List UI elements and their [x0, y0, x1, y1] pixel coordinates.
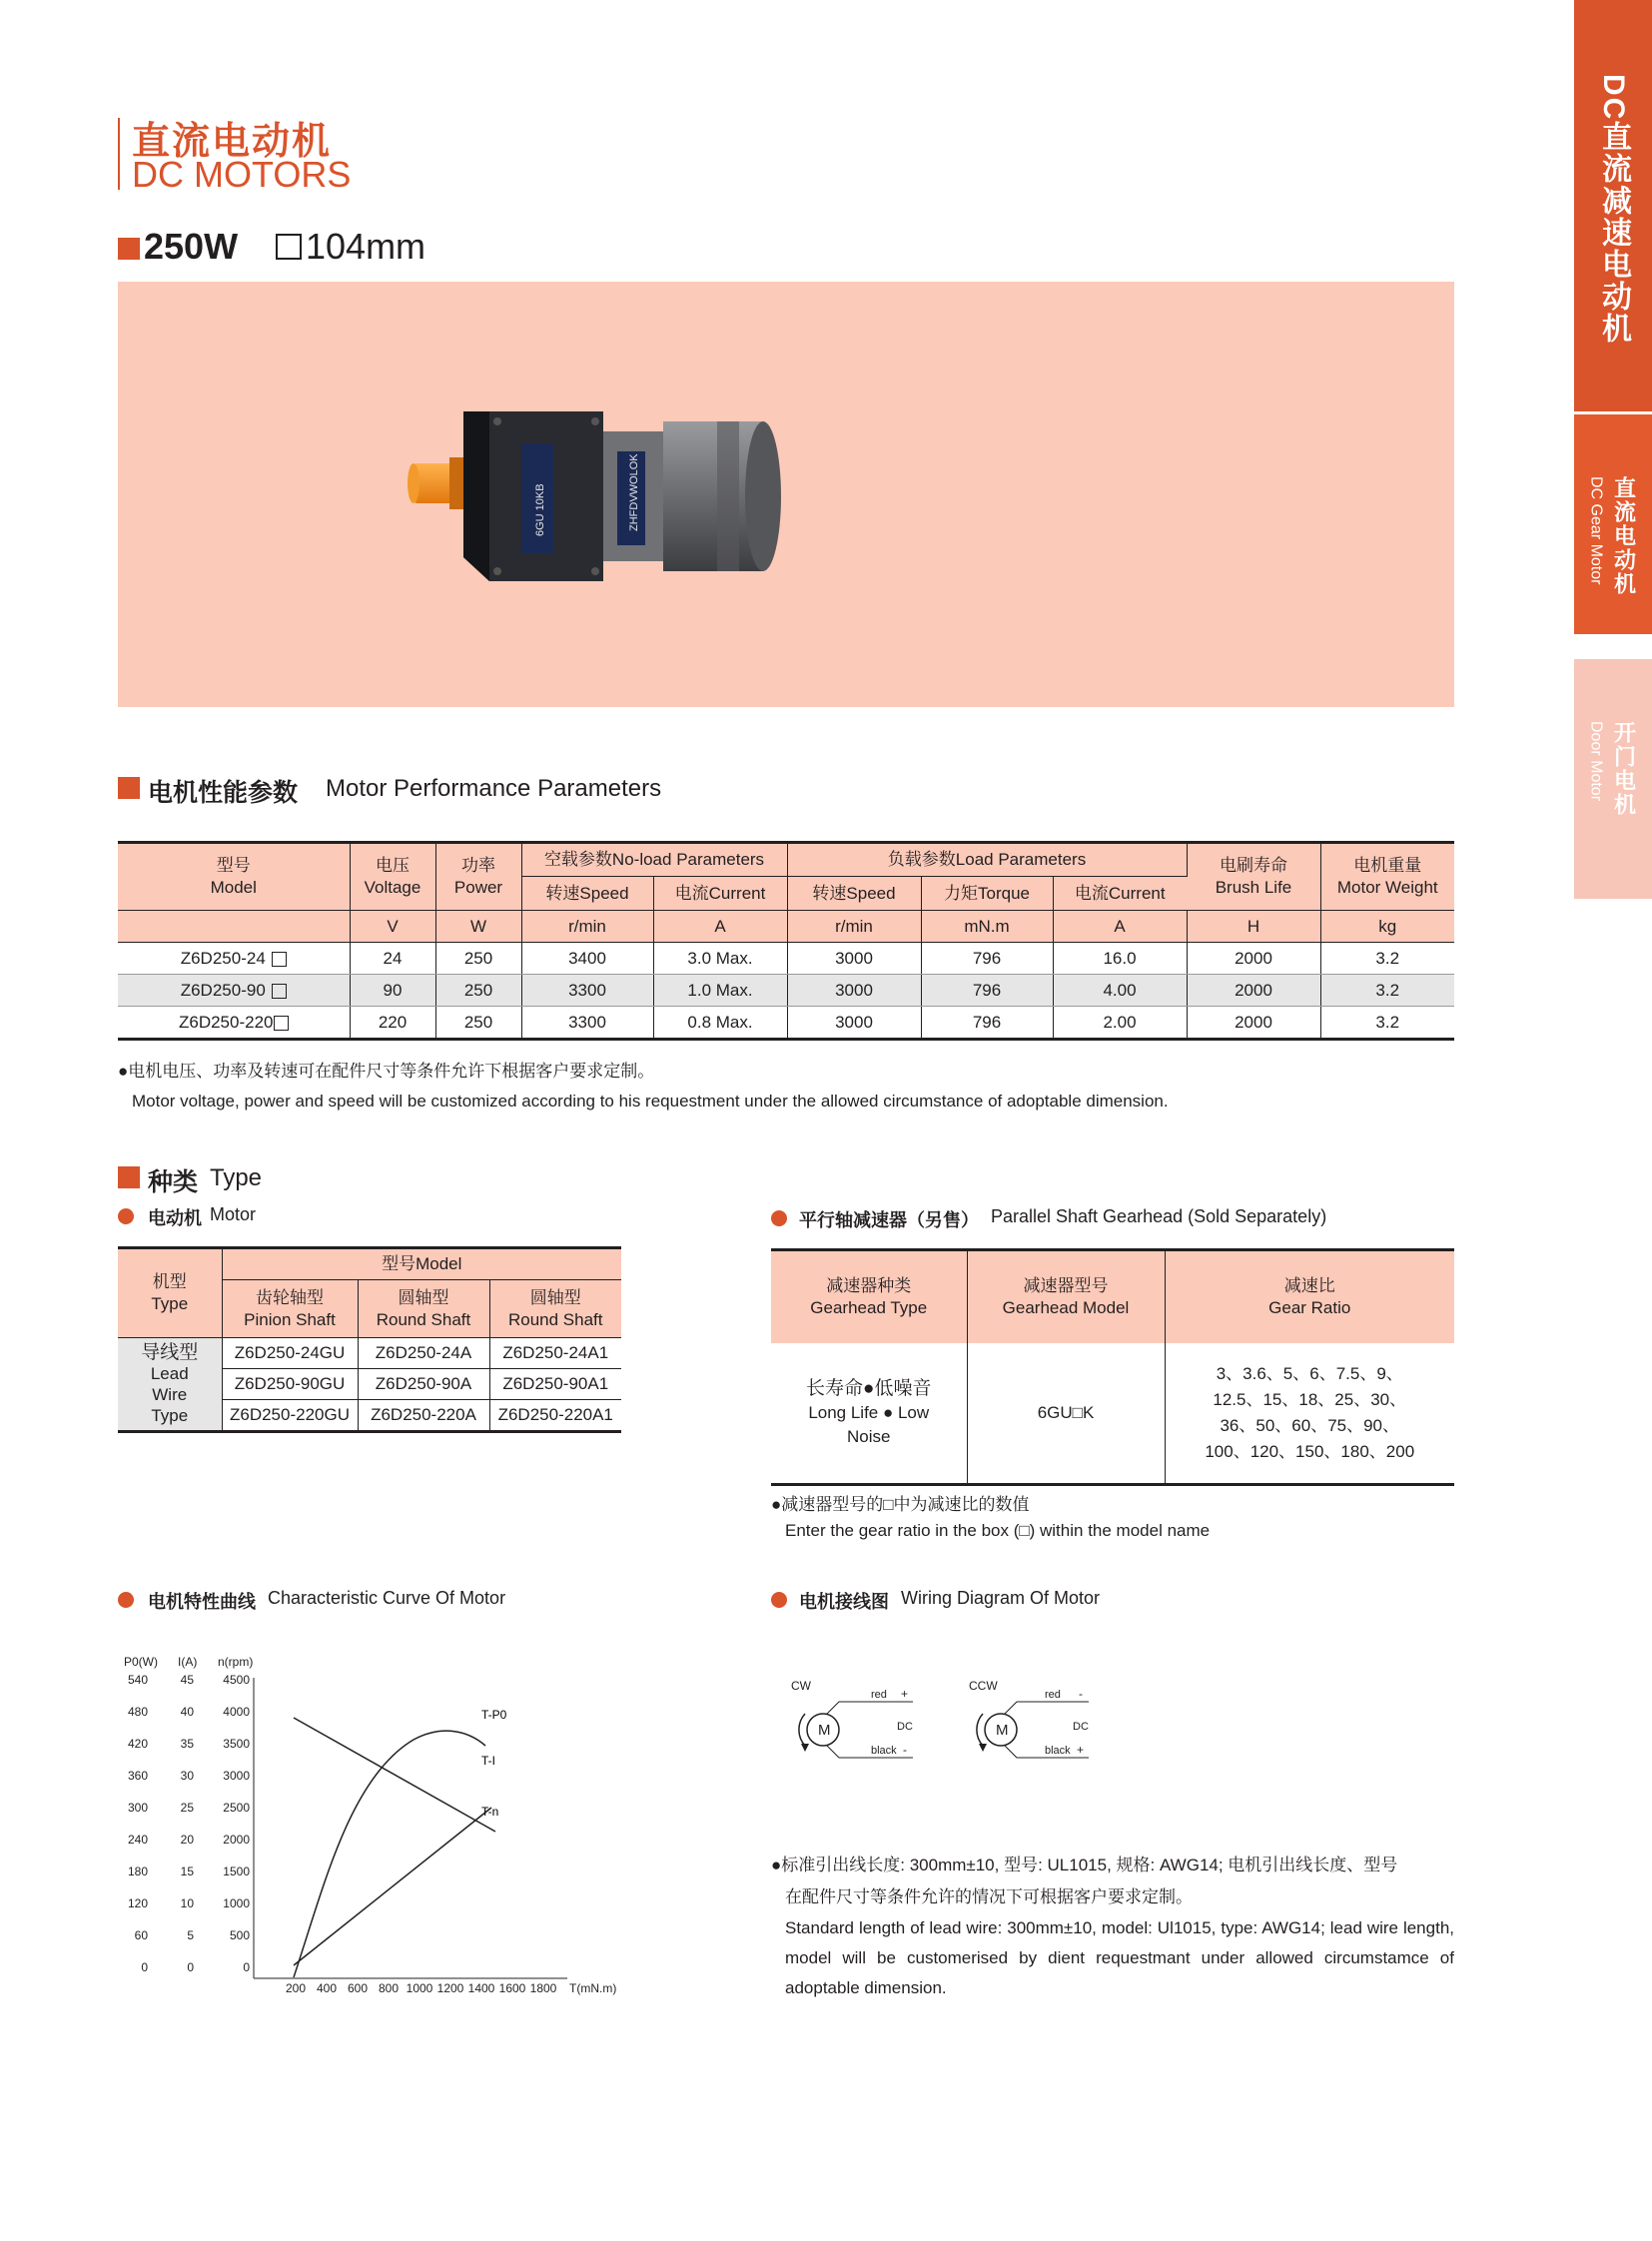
- col-load: 负载参数Load Parameters: [787, 843, 1187, 877]
- perf-title-cn: 电机性能参数: [148, 779, 299, 807]
- col-nl-current: 电流Current: [653, 877, 787, 911]
- side-tab-dc-gear-motor[interactable]: [1574, 0, 1652, 411]
- unit-cell: r/min: [521, 911, 653, 943]
- ccw-label: CCW: [969, 1679, 998, 1693]
- tick-label: 300: [127, 1801, 148, 1815]
- curve-t-p0: [294, 1731, 485, 1977]
- model-cell: [118, 975, 350, 1007]
- model-cell: Z6D250-90A: [358, 1369, 489, 1400]
- tick-label: 4000: [223, 1705, 250, 1719]
- gearhead-note-en: Enter the gear ratio in the box (□) within the model name: [785, 1521, 1211, 1540]
- model-name: Z6D250-220: [178, 1012, 274, 1032]
- tick-label: 1000: [223, 1896, 250, 1910]
- side-tab-door-motor[interactable]: [1574, 659, 1652, 899]
- side-tab-label: DC直流减速电动机: [1597, 74, 1630, 346]
- motor-subtitle-en: Motor: [210, 1204, 257, 1224]
- nl-speed-cell: 3400: [521, 943, 653, 975]
- header-label: Model: [210, 878, 257, 897]
- axis-n-label: n(rpm): [218, 1655, 254, 1669]
- side-tab-dc-motor[interactable]: [1574, 414, 1652, 634]
- perf-note-en: Motor voltage, power and speed will be customized according to his requestment under the allowed circumstance of adoptable dimension.: [132, 1092, 1169, 1111]
- gearhead-title-en: Parallel Shaft Gearhead (Sold Separately): [991, 1206, 1327, 1226]
- axis-i-label: I(A): [178, 1655, 198, 1669]
- model-cell: Z6D250-24A: [358, 1338, 489, 1369]
- side-tab-label-en: DC Gear Motor: [1587, 476, 1605, 585]
- l-current-cell: 4.00: [1053, 975, 1187, 1007]
- perf-note-cn: ●电机电压、功率及转速可在配件尺寸等条件允许下根据客户要求定制。: [118, 1062, 655, 1081]
- tick-label: 1800: [529, 1981, 557, 1995]
- page-title-en: DC MOTORS: [132, 154, 352, 195]
- gear-type-en: Long Life ● Low: [808, 1403, 930, 1422]
- black-label: black: [871, 1745, 897, 1757]
- axis-p-label: P0(W): [124, 1655, 158, 1669]
- tick-label: 3500: [223, 1737, 250, 1751]
- tick-label: 4500: [223, 1673, 250, 1687]
- header-label: Type: [151, 1294, 189, 1313]
- wiring-title-en: Wiring Diagram Of Motor: [901, 1588, 1101, 1608]
- col-model: 型号Model: [222, 1248, 621, 1280]
- life-cell: 2000: [1187, 975, 1320, 1007]
- tick-label: 2000: [223, 1833, 250, 1847]
- arrow-head-icon: [979, 1744, 987, 1752]
- tick-label: 1500: [223, 1865, 250, 1878]
- spec-marker: [118, 238, 140, 260]
- col-noload: 空载参数No-load Parameters: [521, 843, 787, 877]
- weight-cell: 3.2: [1320, 1007, 1454, 1040]
- tick-label: 0: [243, 1960, 250, 1974]
- curve-title-cn: 电机特性曲线: [148, 1592, 256, 1612]
- voltage-cell: 220: [350, 1007, 435, 1040]
- header-label: 圆轴型: [529, 1287, 581, 1307]
- l-speed-cell: 3000: [787, 943, 921, 975]
- lead-label: Lead: [150, 1364, 189, 1383]
- tick-label: 1600: [498, 1981, 526, 1995]
- l-speed-cell: 3000: [787, 975, 921, 1007]
- nl-current-cell: 1.0 Max.: [653, 975, 787, 1007]
- curve-label-ti: T-I: [481, 1754, 495, 1768]
- power-cell: 250: [435, 943, 521, 975]
- lead-type-cell: [118, 1338, 222, 1432]
- lead-label: 导线型: [141, 1342, 199, 1363]
- col-l-speed: 转速Speed: [787, 877, 921, 911]
- col-type: [118, 1248, 222, 1338]
- table-row: [118, 943, 1454, 975]
- type-title-en: Type: [210, 1164, 263, 1191]
- unit-cell: V: [350, 911, 435, 943]
- arrow-head-icon: [801, 1744, 809, 1752]
- tick-label: 360: [127, 1769, 148, 1783]
- tick-label: 1000: [406, 1981, 433, 1995]
- model-cell: Z6D250-90A1: [489, 1369, 621, 1400]
- col-brush-life: [1187, 843, 1320, 911]
- model-cell: [118, 1007, 350, 1040]
- gearhead-title-cn: 平行轴减速器（另售）: [799, 1210, 979, 1230]
- nl-current-cell: 3.0 Max.: [653, 943, 787, 975]
- performance-table: [118, 841, 1454, 1041]
- header-label: 减速器种类: [826, 1276, 912, 1295]
- product-photo-panel: [118, 282, 1454, 707]
- header-label: Brush Life: [1215, 878, 1292, 897]
- minus-sign: -: [1079, 1687, 1083, 1701]
- unit-cell: H: [1187, 911, 1320, 943]
- col-weight: [1320, 843, 1454, 911]
- weight-cell: 3.2: [1320, 943, 1454, 975]
- motor-subtitle-cn: 电动机: [148, 1208, 202, 1228]
- tick-label: 0: [141, 1960, 148, 1974]
- unit-cell: r/min: [787, 911, 921, 943]
- header-label: Round Shaft: [376, 1309, 471, 1329]
- model-cell: Z6D250-220A1: [489, 1400, 621, 1432]
- tick-label: 120: [127, 1896, 148, 1910]
- tick-label: 3000: [223, 1769, 250, 1783]
- section-marker: [118, 777, 140, 799]
- header-label: Gear Ratio: [1268, 1298, 1351, 1317]
- nl-speed-cell: 3300: [521, 1007, 653, 1040]
- model-cell: Z6D250-90GU: [222, 1369, 358, 1400]
- table-row: [118, 1338, 621, 1369]
- header-label: 机型: [152, 1272, 187, 1291]
- col-model: [118, 843, 350, 911]
- header-label: 型号: [216, 856, 251, 875]
- red-label: red: [871, 1689, 887, 1701]
- header-label: Gearhead Model: [1002, 1298, 1130, 1317]
- perf-title-en: Motor Performance Parameters: [326, 775, 662, 802]
- header-label: 电机重量: [1353, 856, 1422, 875]
- unit-cell: W: [435, 911, 521, 943]
- motor-m-label: M: [818, 1722, 831, 1739]
- tick-label: 1200: [436, 1981, 464, 1995]
- side-tab-label-en: Door Motor: [1587, 721, 1605, 802]
- tick-label: 420: [127, 1737, 148, 1751]
- tick-label: 10: [180, 1896, 194, 1910]
- header-label: Power: [453, 878, 503, 897]
- tick-label: 200: [285, 1981, 307, 1995]
- header-label: 齿轮轴型: [256, 1287, 324, 1307]
- option-box-icon: [272, 984, 287, 999]
- page-title-cn: 直流电动机: [132, 121, 333, 163]
- model-cell: Z6D250-24GU: [222, 1338, 358, 1369]
- model-cell: [118, 943, 350, 975]
- wiring-note-cn1: ●标准引出线长度: 300mm±10, 型号: UL1015, 规格: AWG14; 电机引出线长度、型号: [771, 1856, 1398, 1874]
- col-torque: 力矩Torque: [921, 877, 1053, 911]
- unit-cell: kg: [1320, 911, 1454, 943]
- curve-t-n: [294, 1718, 495, 1832]
- tick-label: 20: [180, 1833, 194, 1847]
- table-row: [771, 1343, 1454, 1485]
- type-title-cn: 种类: [148, 1168, 199, 1196]
- life-cell: 2000: [1187, 1007, 1320, 1040]
- motor-m-label: M: [996, 1722, 1009, 1739]
- gearbox-label: 6GU 10KB: [534, 483, 546, 536]
- motor-label: ZHFDVWOLOK: [628, 453, 640, 531]
- tick-label: 500: [229, 1928, 250, 1942]
- tick-label: 240: [127, 1833, 148, 1847]
- square-flange-icon: [276, 234, 302, 260]
- black-label: black: [1045, 1745, 1071, 1757]
- section-marker: [118, 1166, 140, 1188]
- header-label: 减速比: [1283, 1276, 1335, 1295]
- nl-current-cell: 0.8 Max.: [653, 1007, 787, 1040]
- ratio-line: 36、50、60、75、90、: [1220, 1416, 1400, 1435]
- col-l-current: 电流Current: [1053, 877, 1187, 911]
- header-label: Round Shaft: [507, 1309, 603, 1329]
- gear-model-cell: 6GU□K: [967, 1343, 1165, 1485]
- plus-sign: +: [901, 1687, 909, 1701]
- bullet-icon: [118, 1592, 134, 1608]
- option-box-icon: [272, 952, 287, 967]
- weight-cell: 3.2: [1320, 975, 1454, 1007]
- col-round2: [489, 1280, 621, 1338]
- col-gear-ratio: [1165, 1250, 1454, 1344]
- gearhead-note-cn: ●减速器型号的□中为减速比的数值: [771, 1495, 1030, 1514]
- ratio-line: 12.5、15、18、25、30、: [1213, 1390, 1407, 1409]
- header-label: 减速器型号: [1023, 1276, 1109, 1295]
- gear-type-en: Noise: [847, 1427, 891, 1446]
- l-current-cell: 16.0: [1053, 943, 1187, 975]
- red-label: red: [1045, 1689, 1061, 1701]
- tick-label: 45: [180, 1673, 194, 1687]
- power-cell: 250: [435, 975, 521, 1007]
- tick-label: 800: [378, 1981, 400, 1995]
- minus-sign: -: [903, 1743, 907, 1757]
- ratio-line: 100、120、150、180、200: [1205, 1442, 1415, 1461]
- l-speed-cell: 3000: [787, 1007, 921, 1040]
- tick-label: 400: [316, 1981, 338, 1995]
- dc-label: DC: [1073, 1721, 1089, 1733]
- gear-type-cn: 长寿命●低噪音: [806, 1378, 932, 1399]
- tick-label: 35: [180, 1737, 194, 1751]
- header-label: 圆轴型: [398, 1287, 449, 1307]
- spec-power: 250W: [144, 226, 239, 267]
- table-row: [118, 1007, 1454, 1040]
- characteristic-curve-chart: [118, 1648, 637, 2007]
- voltage-cell: 24: [350, 943, 435, 975]
- tick-label: 540: [127, 1673, 148, 1687]
- rotation-arrow-icon: [977, 1714, 983, 1746]
- gear-type-cell: [771, 1343, 967, 1485]
- torque-cell: 796: [921, 1007, 1053, 1040]
- col-gear-model: [967, 1250, 1165, 1344]
- bullet-icon: [771, 1592, 787, 1608]
- col-power: [435, 843, 521, 911]
- life-cell: 2000: [1187, 943, 1320, 975]
- header-label: Voltage: [364, 878, 421, 897]
- wiring-note-en: Standard length of lead wire: 300mm±10, model: Ul1015, type: AWG14; lead wire length, model will be customerised by dient requestmant under allowed circumstamce of adoptable dimension.: [785, 1918, 1454, 1997]
- tick-label: 2500: [223, 1801, 250, 1815]
- tick-label: 5: [187, 1928, 194, 1942]
- ratio-line: 3、3.6、5、6、7.5、9、: [1216, 1364, 1403, 1383]
- side-tab-label-cn: 直流电动机: [1611, 476, 1637, 596]
- axis-t-label: T(mN.m): [569, 1981, 617, 1995]
- model-cell: Z6D250-24A1: [489, 1338, 621, 1369]
- tick-label: 0: [187, 1960, 194, 1974]
- gear-ratio-cell: [1165, 1343, 1454, 1485]
- option-box-icon: [274, 1016, 289, 1031]
- black-wire: [827, 1746, 913, 1758]
- tick-label: 30: [180, 1769, 194, 1783]
- gear-motor-image: [118, 282, 1454, 707]
- col-round1: [358, 1280, 489, 1338]
- unit-cell: A: [653, 911, 787, 943]
- title-bar: [118, 118, 120, 190]
- table-row: [118, 975, 1454, 1007]
- motor-type-table: [118, 1246, 621, 1433]
- tick-label: 40: [180, 1705, 194, 1719]
- red-wire: [827, 1702, 913, 1714]
- lead-label: Type: [151, 1406, 189, 1425]
- bullet-icon: [118, 1208, 134, 1224]
- red-wire: [1005, 1702, 1089, 1714]
- header-label: 电压: [376, 856, 410, 875]
- rotation-arrow-icon: [799, 1714, 805, 1746]
- dc-label: DC: [897, 1721, 913, 1733]
- model-cell: Z6D250-220GU: [222, 1400, 358, 1432]
- plus-sign: +: [1077, 1743, 1085, 1757]
- model-name: Z6D250-90: [180, 980, 266, 1000]
- tick-label: 180: [127, 1865, 148, 1878]
- wiring-diagram: [783, 1674, 1123, 1774]
- lead-label: Wire: [152, 1385, 188, 1404]
- torque-cell: 796: [921, 975, 1053, 1007]
- torque-cell: 796: [921, 943, 1053, 975]
- model-cell: Z6D250-220A: [358, 1400, 489, 1432]
- bullet-icon: [771, 1210, 787, 1226]
- header-label: 功率: [461, 856, 495, 875]
- tick-label: 60: [134, 1928, 148, 1942]
- wiring-note-cn2: 在配件尺寸等条件允许的情况下可根据客户要求定制。: [785, 1887, 1193, 1906]
- spec-size: 104mm: [306, 226, 426, 267]
- header-label: Gearhead Type: [810, 1298, 928, 1317]
- tick-label: 1400: [467, 1981, 495, 1995]
- col-voltage: [350, 843, 435, 911]
- unit-cell: mN.m: [921, 911, 1053, 943]
- tick-label: 15: [180, 1865, 194, 1878]
- curve-label-tn: T-n: [481, 1805, 499, 1819]
- unit-cell: [118, 911, 350, 943]
- curve-label-tp: T-P0: [481, 1708, 507, 1722]
- curve-title-en: Characteristic Curve Of Motor: [268, 1588, 506, 1608]
- col-pinion: [222, 1280, 358, 1338]
- side-tab-label-cn: 开门电机: [1611, 721, 1637, 817]
- tick-label: 600: [347, 1981, 369, 1995]
- header-label: Motor Weight: [1336, 878, 1438, 897]
- tick-label: 480: [127, 1705, 148, 1719]
- gearhead-table: [771, 1248, 1454, 1486]
- model-name: Z6D250-24: [180, 948, 266, 968]
- cw-label: CW: [791, 1679, 811, 1693]
- l-current-cell: 2.00: [1053, 1007, 1187, 1040]
- tick-label: 25: [180, 1801, 194, 1815]
- header-label: 电刷寿命: [1220, 856, 1287, 875]
- wiring-title-cn: 电机接线图: [799, 1592, 889, 1612]
- nl-speed-cell: 3300: [521, 975, 653, 1007]
- header-label: Pinion Shaft: [244, 1309, 336, 1329]
- voltage-cell: 90: [350, 975, 435, 1007]
- unit-cell: A: [1053, 911, 1187, 943]
- power-cell: 250: [435, 1007, 521, 1040]
- col-nl-speed: 转速Speed: [521, 877, 653, 911]
- col-gear-type: [771, 1250, 967, 1344]
